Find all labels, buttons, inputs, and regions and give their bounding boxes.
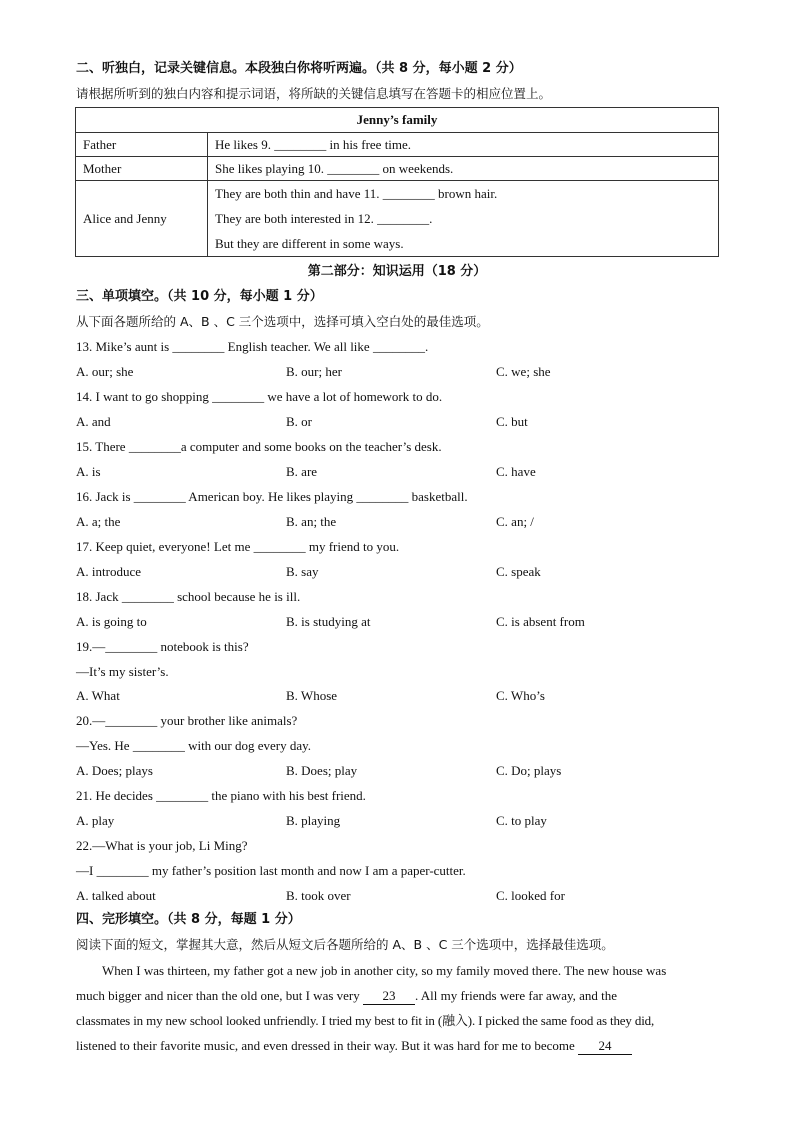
option-c: C. we; she <box>496 364 551 379</box>
table-row <box>76 181 719 257</box>
option-c: C. Who’s <box>496 688 545 703</box>
option-a: A. What <box>76 688 120 703</box>
question-stem: 14. I want to go shopping ________ we have a lot of homework to do. <box>76 389 443 404</box>
section2-instruction: 请根据所听到的独白内容和提示词语，将所缺的关键信息填写在答题卡的相应位置上。 <box>76 86 552 101</box>
section4-instruction: 阅读下面的短文，掌握其大意，然后从短文后各题所给的 A、B 、C 三个选项中，选择最佳选项。 <box>76 937 614 952</box>
jennys-family-table <box>75 107 719 257</box>
passage-text: much bigger and nicer than the old one, but I was very <box>76 988 363 1003</box>
passage-line: When I was thirteen, my father got a new job in another city, so my family moved there. The new house was <box>102 963 667 978</box>
table-row <box>76 133 719 157</box>
section4-heading: 四、完形填空。（共 8 分，每题 1 分） <box>76 912 301 927</box>
passage-text: listened to their favorite music, and even dressed in their way. But it was hard for me to become <box>76 1038 579 1053</box>
question-stem: 15. There ________a computer and some books on the teacher’s desk. <box>76 439 442 454</box>
question-stem: 13. Mike’s aunt is ________ English teacher. We all like ________. <box>76 339 429 354</box>
passage-line <box>76 1033 720 1058</box>
option-b: B. are <box>286 464 318 479</box>
section3-instruction: 从下面各题所给的 A、B 、C 三个选项中，选择可填入空白处的最佳选项。 <box>76 314 489 329</box>
option-b: B. an; the <box>286 514 337 529</box>
option-a: A. introduce <box>76 564 141 579</box>
question-stem: 18. Jack ________ school because he is ill. <box>76 589 301 604</box>
section3-heading: 三、单项填空。（共 10 分，每小题 1 分） <box>76 289 323 304</box>
option-a: A. is <box>76 464 101 479</box>
question-stem: 19.—________ notebook is this? <box>76 639 249 654</box>
table-caption: Jenny’s family <box>76 108 719 133</box>
row-label: Mother <box>76 157 208 181</box>
passage-text: . All my friends were far away, and the <box>415 988 618 1003</box>
option-c: C. an; / <box>496 514 534 529</box>
option-a: A. Does; plays <box>76 763 153 778</box>
row-label: Alice and Jenny <box>76 181 208 257</box>
question-stem: 17. Keep quiet, everyone! Let me ________ my friend to you. <box>76 539 400 554</box>
option-c: C. have <box>496 464 536 479</box>
option-c: C. but <box>496 414 528 429</box>
part2-title: 第二部分：知识运用（18 分） <box>307 264 487 279</box>
option-b: B. is studying at <box>286 614 371 629</box>
option-b: B. Whose <box>286 688 338 703</box>
option-b: B. Does; play <box>286 763 358 778</box>
row-line: They are both interested in 12. ________. <box>215 211 433 226</box>
option-a: A. and <box>76 414 111 429</box>
option-c: C. is absent from <box>496 614 585 629</box>
row-line: They are both thin and have 11. ________ brown hair. <box>215 186 498 201</box>
option-c: C. looked for <box>496 888 565 903</box>
question-stem-response: —Yes. He ________ with our dog every day. <box>76 738 312 753</box>
option-a: A. talked about <box>76 888 156 903</box>
passage-line <box>76 983 720 1008</box>
row-content <box>208 181 719 257</box>
option-b: B. playing <box>286 813 341 828</box>
option-b: B. say <box>286 564 319 579</box>
option-c: C. speak <box>496 564 541 579</box>
question-stem-response: —I ________ my father’s position last month and now I am a paper-cutter. <box>76 863 466 878</box>
row-line: But they are different in some ways. <box>215 236 404 251</box>
option-c: C. to play <box>496 813 547 828</box>
section2-heading: 二、听独白，记录关键信息。本段独白你将听两遍。（共 8 分，每小题 2 分） <box>76 61 522 76</box>
question-stem: 21. He decides ________ the piano with his best friend. <box>76 788 366 803</box>
question-stem-response: —It’s my sister’s. <box>76 664 169 679</box>
row-label: Father <box>76 133 208 157</box>
option-c: C. Do; plays <box>496 763 562 778</box>
option-b: B. or <box>286 414 312 429</box>
option-b: B. took over <box>286 888 351 903</box>
question-stem: 16. Jack is ________ American boy. He likes playing ________ basketball. <box>76 489 468 504</box>
cloze-passage <box>76 958 720 1058</box>
row-content: He likes 9. ________ in his free time. <box>208 133 719 157</box>
blank-24: 24 <box>578 1038 632 1055</box>
option-a: A. a; the <box>76 514 121 529</box>
option-b: B. our; her <box>286 364 342 379</box>
option-a: A. is going to <box>76 614 147 629</box>
row-content: She likes playing 10. ________ on weekends. <box>208 157 719 181</box>
table-row <box>76 157 719 181</box>
option-a: A. play <box>76 813 115 828</box>
passage-line: classmates in my new school looked unfriendly. I tried my best to fit in (融入). I picked the same food as they did, <box>76 1013 655 1028</box>
question-stem: 22.—What is your job, Li Ming? <box>76 838 248 853</box>
question-stem: 20.—________ your brother like animals? <box>76 713 298 728</box>
option-a: A. our; she <box>76 364 134 379</box>
blank-23: 23 <box>363 988 415 1005</box>
